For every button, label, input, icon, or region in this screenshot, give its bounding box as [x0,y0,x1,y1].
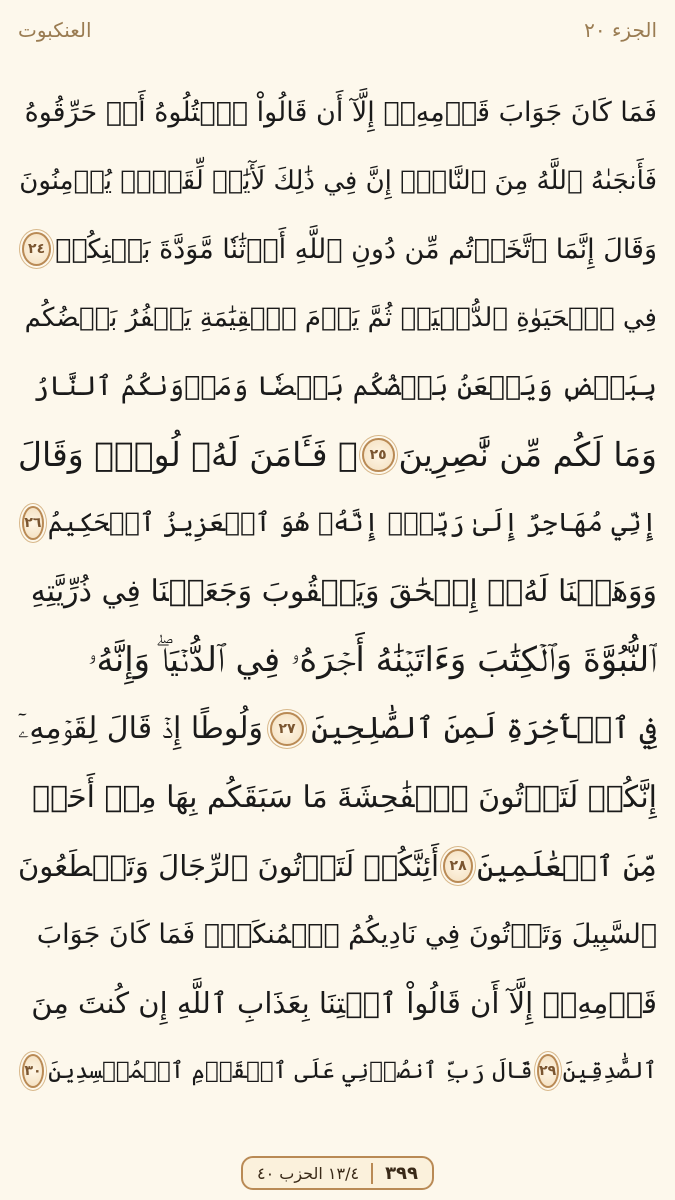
ayah-number-marker: ٢٩ [537,1054,559,1088]
ayah-number-marker: ٢٥ [362,438,395,472]
text-line [18,215,657,284]
line-text: فَمَا كَانَ جَوَابَ قَوۡمِهِۦٓ إِلَّآ أَن قَالُواْ ٱقۡتُلُوهُ أَوۡ حَرِّقُوهُ [24,96,657,128]
line-text: ٱلنُّبُوَّةَ وَٱلۡكِتَٰبَ وَءَاتَيۡنَٰهُ أَجۡرَهُۥ فِي ٱلدُّنۡيَاۖ وَإِنَّهُۥ [88,640,657,681]
ayah-number-marker: ٢٨ [443,849,473,883]
text-line [18,489,657,558]
text-line [18,284,657,353]
line-text: وَلُوطًا إِذۡ قَالَ لِقَوۡمِهِۦٓ [18,711,263,747]
text-line [18,1037,657,1106]
text-line [18,763,657,832]
hizb-label: ١٣/٤ الحزب ٤٠ [256,1163,360,1183]
ayah-number-marker: ٣٠ [22,1054,44,1088]
line-text: وَوَهَبۡنَا لَهُۥٓ إِسۡحَٰقَ وَيَعۡقُوبَ وَجَعَلۡنَا فِي ذُرِّيَّتِهِ [30,574,657,610]
footer-frame [241,1156,434,1190]
ayah-number-marker: ٢٦ [22,506,44,540]
line-text: أَئِنَّكُمۡ لَتَأۡتُونَ ٱلرِّجَالَ وَتَقۡطَعُونَ [18,848,440,883]
text-line [18,352,657,421]
line-text: قَالَ رَبِّ ٱنصُرۡنِي عَلَى ٱلۡقَوۡمِ ٱلۡمُفۡسِدِينَ [48,1058,533,1085]
line-text: وَمَا لَكُم مِّن نَّٰصِرِينَ [398,435,657,475]
line-text: وَقَالَ إِنَّمَا ٱتَّخَذۡتُم مِّن دُونِ ٱللَّهِ أَوۡثَٰنٗا مَّوَدَّةَ بَيۡنِكُمۡ [55,233,657,265]
surah-name: العنكبوت [18,18,92,42]
line-text: قَوۡمِهِۦٓ إِلَّآ أَن قَالُواْ ٱئۡتِنَا بِعَذَابِ ٱللَّهِ إِن كُنتَ مِنَ [31,985,657,1020]
line-text: إِنِّي مُهَاجِرٌ إِلَىٰ رَبِّيٓۖ إِنَّهُۥ هُوَ ٱلۡعَزِيزُ ٱلۡحَكِيمُ [47,508,657,539]
line-text: ۞ فَـَٔامَنَ لَهُۥ لُوطٞۘ وَقَالَ [18,435,358,475]
text-line [18,626,657,695]
line-text: إِنَّكُمۡ لَتَأۡتُونَ ٱلۡفَٰحِشَةَ مَا سَبَقَكُم بِهَا مِنۡ أَحَدٖ [32,779,657,815]
text-line [18,695,657,764]
ayah-number-marker: ٢٧ [270,712,304,746]
line-text: ٱلصَّٰدِقِينَ [562,1058,657,1085]
juz-label: الجزء ٢٠ [584,18,657,42]
line-text: مِّنَ ٱلۡعَٰلَمِينَ [477,848,657,883]
text-line [18,78,657,147]
page-number: ٣٩٩ [371,1163,430,1184]
page-footer [0,1156,675,1190]
line-text: فِي ٱلۡحَيَوٰةِ ٱلدُّنۡيَاۖ ثُمَّ يَوۡمَ ٱلۡقِيَٰمَةِ يَكۡفُرُ بَعۡضُكُم [24,302,657,333]
text-line [18,900,657,969]
text-line [18,558,657,627]
text-line [18,832,657,901]
line-text: فَأَنجَىٰهُ ٱللَّهُ مِنَ ٱلنَّارِۚ إِنَّ فِي ذَٰلِكَ لَأٓيَٰتٖ لِّقَوۡمٖ يُؤۡمِنُونَ [19,165,657,196]
text-line [18,969,657,1038]
text-line [18,421,657,490]
line-text: ٱلسَّبِيلَ وَتَأۡتُونَ فِي نَادِيكُمُ ٱلۡمُنكَرَۖ فَمَا كَانَ جَوَابَ [36,918,657,950]
line-text: بِبَعۡضٖ وَيَلۡعَنُ بَعۡضُكُم بَعۡضٗا وَمَأۡوَىٰكُمُ ٱلنَّارُ [33,370,657,402]
text-line [18,147,657,216]
page-header [18,12,657,48]
line-text: فِي ٱلۡأٓخِرَةِ لَمِنَ ٱلصَّٰلِحِينَ [311,711,657,747]
ayah-number-marker: ٢٤ [22,232,51,266]
quran-text [18,78,657,1106]
